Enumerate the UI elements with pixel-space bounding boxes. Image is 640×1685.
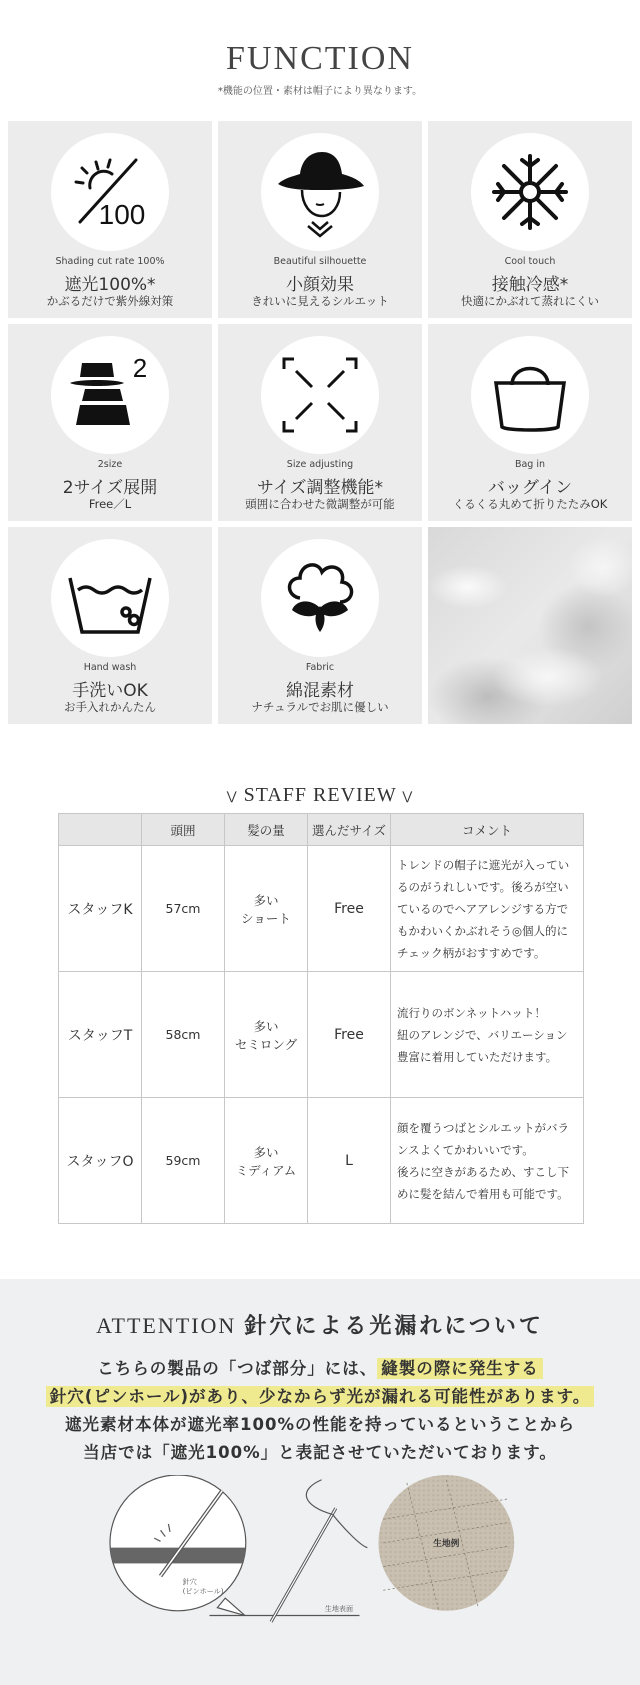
fabric-photo	[428, 527, 632, 724]
cotton-icon	[270, 548, 370, 648]
table-header-row: 頭囲 髪の量 選んだサイズ コメント	[59, 814, 584, 846]
bag-icon	[480, 345, 580, 445]
hand-wash-icon	[60, 548, 160, 648]
pinhole-illustration	[0, 1475, 640, 1685]
function-item-cool: Cool touch 接触冷感* 快適にかぶれて蒸れにくい	[428, 121, 632, 318]
function-item-fabric: Fabric 綿混素材 ナチュラルでお肌に優しい	[218, 527, 422, 724]
function-item-silhouette: Beautiful silhouette 小顔効果 きれいに見えるシルエット	[218, 121, 422, 318]
surface-label: 生地表面	[324, 1603, 354, 1613]
magnified-circle	[99, 1475, 257, 1616]
table-row: スタッフT 58cm 多い セミロング Free 流行りのボンネットハット！ 紐のアレンジで、バリエーション 豊富に着用していただけます。	[59, 972, 584, 1098]
svg-text:100: 100	[98, 199, 146, 230]
hat-face-icon	[270, 142, 370, 242]
function-title: FUNCTION	[226, 40, 414, 77]
staff-review-title: ⋁ STAFF REVIEW ⋁	[226, 784, 414, 806]
attention-line-4: 当店では「遮光100%」と表記させていただいております。	[83, 1443, 557, 1462]
table-row: スタッフK 57cm 多い ショート Free トレンドの帽子に遮光が入ってい るのがうれしいです。後ろが空い ているのでヘアアレンジする方で もかわいくかぶれそう◎個人的に チェック柄がおすすめです。	[59, 846, 584, 972]
snowflake-icon	[480, 142, 580, 242]
size-adjust-icon	[270, 345, 370, 445]
attention-line-3: 遮光素材本体が遮光率100%の性能を持っているということから	[65, 1415, 575, 1434]
function-item-2size: 2 2size 2サイズ展開 Free／L	[8, 324, 212, 521]
chevron-down-icon: ⋁	[402, 788, 414, 803]
function-item-bag: Bag in バッグイン くるくる丸めて折りたたみOK	[428, 324, 632, 521]
attention-line-2: 針穴(ピンホール)があり、少なからず光が漏れる可能性があります。	[0, 1383, 640, 1407]
fabric-sample-label: 生地例	[433, 1539, 460, 1550]
function-item-size-adjust: Size adjusting サイズ調整機能* 頭囲に合わせた微調整が可能	[218, 324, 422, 521]
function-grid	[8, 121, 632, 724]
function-item-hand-wash: Hand wash 手洗いOK お手入れかんたん	[8, 527, 212, 724]
svg-text:2: 2	[132, 353, 148, 383]
pinhole-label-sub: (ピンホール)	[182, 1586, 224, 1596]
sun-100-icon	[60, 142, 160, 242]
two-hats-icon	[60, 345, 160, 445]
function-item-shading: 100 Shading cut rate 100% 遮光100%* かぶるだけで紫外線対策	[8, 121, 212, 318]
attention-line-1: こちらの製品の「つば部分」には、 縫製の際に発生する	[0, 1355, 640, 1379]
pinhole-label: 針穴	[182, 1576, 197, 1586]
attention-section	[0, 1279, 640, 1685]
staff-review-table	[58, 813, 584, 1224]
attention-title: ATTENTION 針穴による光漏れについて	[96, 1313, 544, 1339]
table-row: スタッフO 59cm 多い ミディアム L 顔を覆うつばとシルエットがバラ ンスよくてかわいいです。 後ろに空きがあるため、すこし下 めに髪を結んで着用も可能です。	[59, 1098, 584, 1224]
chevron-down-icon: ⋁	[226, 788, 238, 803]
function-note: *機能の位置・素材は帽子により異なります。	[217, 86, 423, 97]
